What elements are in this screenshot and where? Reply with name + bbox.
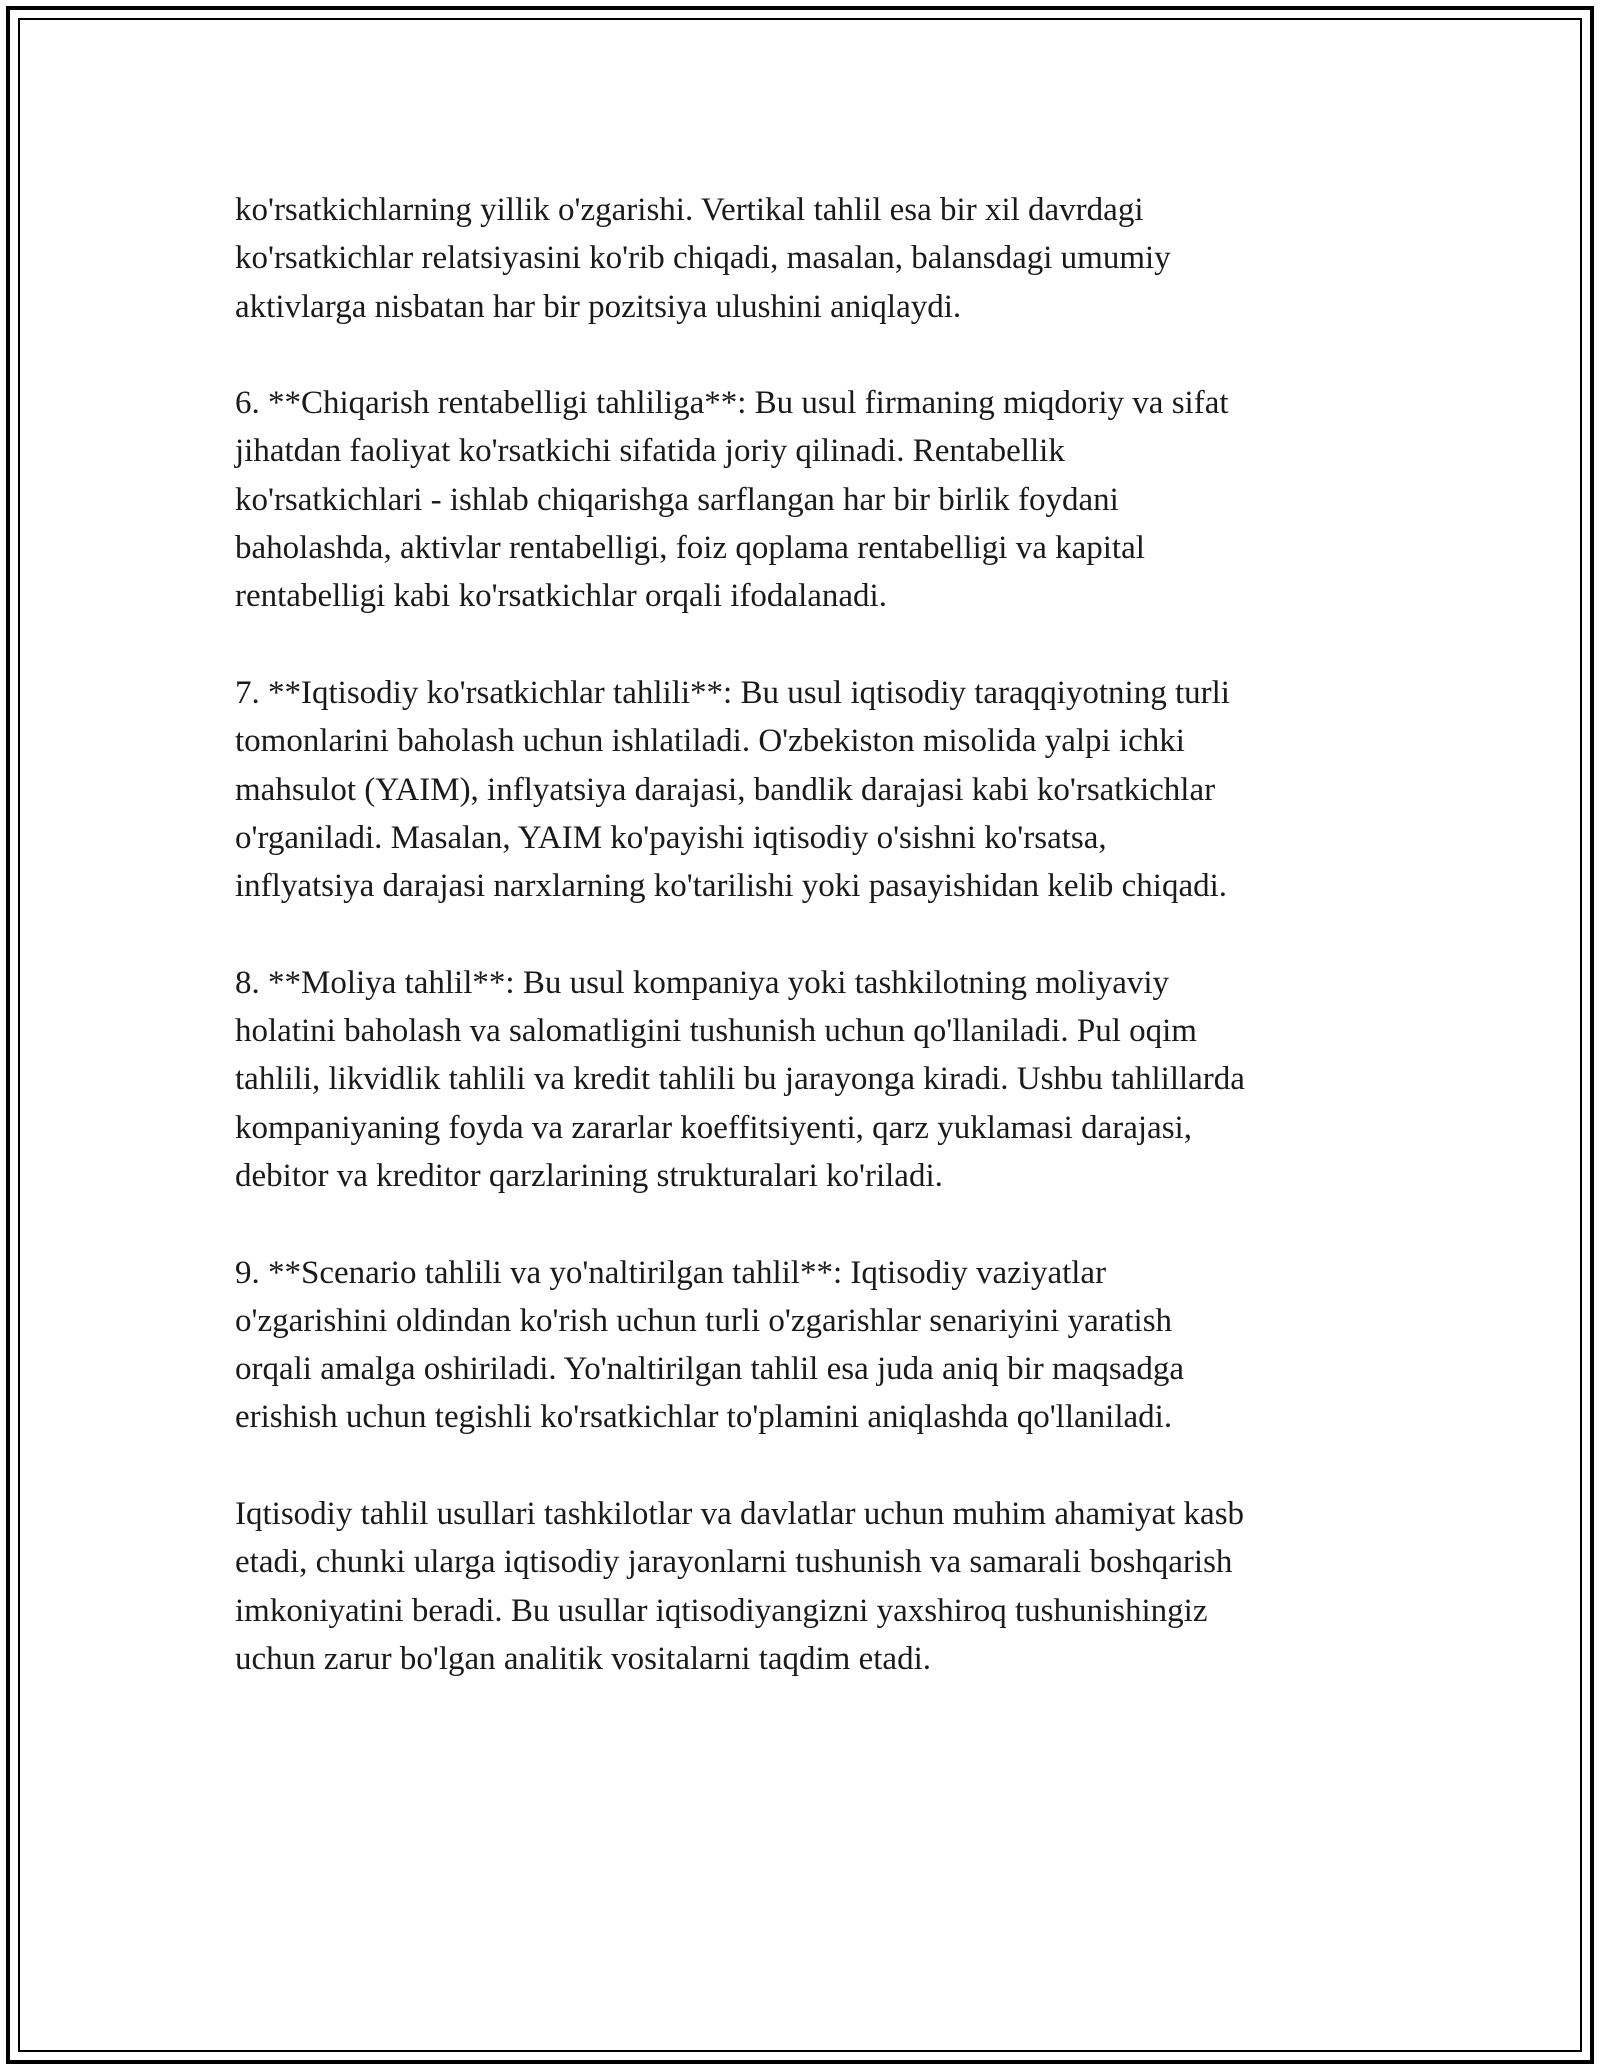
document-body	[235, 186, 1365, 1683]
paragraph-item-8: 8. **Moliya tahlil**: Bu usul kompaniya yoki tashkilotning moliyaviy holatini baholash va salomatligini tushunish uchun qo'llaniladi. Pul oqim tahlili, likvidlik tahlili va kredit tahlili bu jarayonga kiradi. Ushbu tahlillarda kompaniyaning foyda va zararlar koeffitsiyenti, qarz yuklamasi darajasi, debitor va kreditor qarzlarining strukturalari ko'riladi.	[235, 964, 1245, 1194]
paragraph-item-7: 7. **Iqtisodiy ko'rsatkichlar tahlili**: Bu usul iqtisodiy taraqqiyotning turli tomonlarini baholash uchun ishlatiladi. O'zbekiston misolida yalpi ichki mahsulot (YAIM), inflyatsiya darajasi, bandlik darajasi kabi ko'rsatkichlar o'rganiladi. Masalan, YAIM ko'payishi iqtisodiy o'sishni ko'rsatsa, inflyatsiya darajasi narxlarning ko'tarilishi yoki pasayishidan kelib chiqadi.	[235, 674, 1230, 905]
paragraph-item-6: 6. **Chiqarish rentabelligi tahliliga**: Bu usul firmaning miqdoriy va sifat jihatdan faoliyat ko'rsatkichi sifatida joriy qilinadi. Rentabellik ko'rsatkichlari - ishlab chiqarishga sarflangan har bir birlik foydani baholashda, aktivlar rentabelligi, foiz qoplama rentabelligi va kapital rentabelligi kabi ko'rsatkichlar orqali ifodalanadi.	[235, 385, 1229, 615]
paragraph-conclusion: Iqtisodiy tahlil usullari tashkilotlar va davlatlar uchun muhim ahamiyat kasb etadi, chunki ularga iqtisodiy jarayonlarni tushunish va samarali boshqarish imkoniyatini beradi. Bu usullar iqtisodiyangizni yaxshiroq tushunishingiz uchun zarur bo'lgan analitik vositalarni taqdim etadi.	[235, 1496, 1245, 1677]
paragraph-vertical-analysis: ko'rsatkichlarning yillik o'zgarishi. Vertikal tahlil esa bir xil davrdagi ko'rsatkichlar relatsiyasini ko'rib chiqadi, masalan, balansdagi umumiy aktivlarga nisbatan har bir pozitsiya ulushini aniqlaydi.	[235, 192, 1171, 325]
paragraph-item-9: 9. **Scenario tahlili va yo'naltirilgan tahlil**: Iqtisodiy vaziyatlar o'zgarishini oldindan ko'rish uchun turli o'zgarishlar senariyini yaratish orqali amalga oshiriladi. Yo'naltirilgan tahlil esa juda aniq bir maqsadga erishish uchun tegishli ko'rsatkichlar to'plamini aniqlashda qo'llaniladi.	[235, 1254, 1184, 1436]
